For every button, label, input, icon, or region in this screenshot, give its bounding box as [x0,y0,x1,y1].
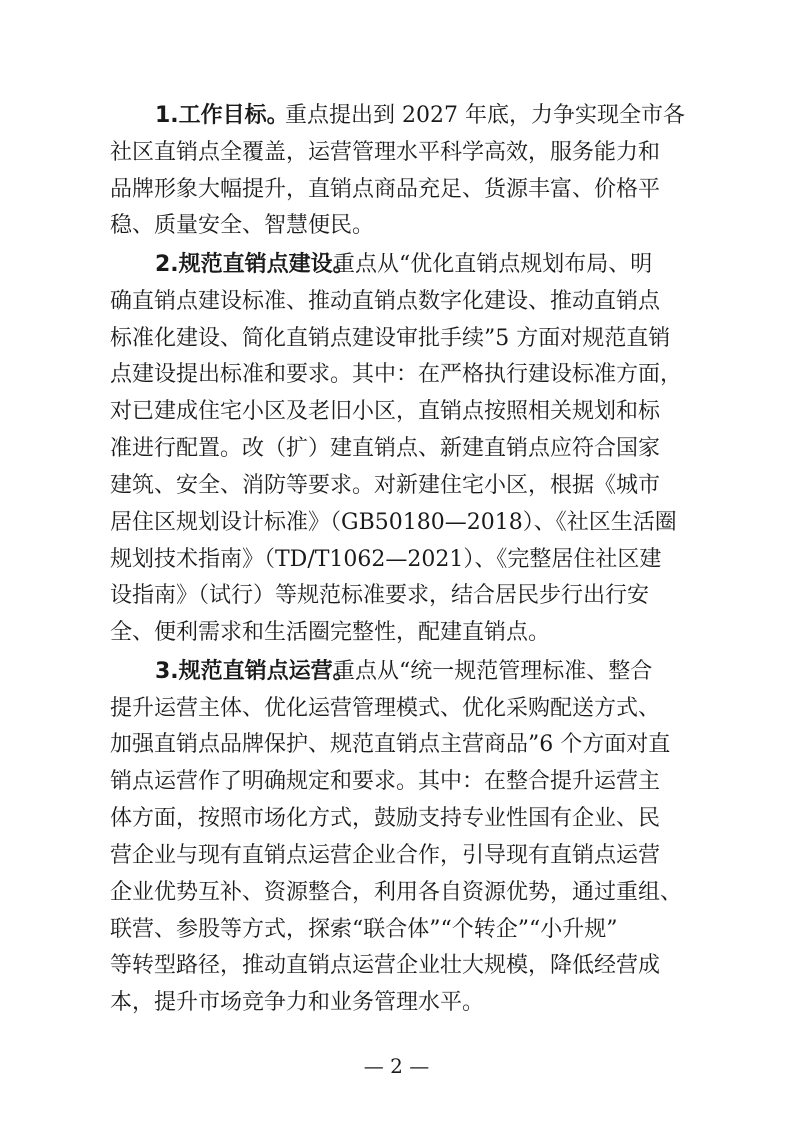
section2-line-1 [0,247,793,283]
section2-text: 设指南》（试行）等规范标准要求，结合居民步行出行安 [110,583,650,609]
section3-text: 等转型路径，推动直销点运营企业壮大规模，降低经营成 [110,953,661,979]
section1-text: 稳、质量安全、智慧便民。 [110,213,375,239]
section3-line-8 [0,912,793,948]
section3-text: 提升运营主体、优化运营管理模式、优化采购配送方式、 [110,695,661,721]
section2-text: 重点从“优化直销点规划布局、明 [333,251,653,277]
section1-line-1 [0,98,793,134]
section3-text: 销点运营作了明确规定和要求。其中：在整合提升运营主 [110,769,661,795]
section2-heading: 2.规范直销点建设。 [155,251,355,277]
section2-line-8 [0,505,793,541]
section2-line-11 [0,615,793,651]
section3-text: 加强直销点品牌保护、规范直销点主营商品”6 个方面对直 [110,732,671,758]
section1-line-3 [0,172,793,208]
section2-text: 建筑、安全、消防等要求。对新建住宅小区，根据《城市 [110,472,661,498]
section2-line-2 [0,284,793,320]
section3-line-5 [0,801,793,837]
section2-line-5 [0,394,793,430]
section2-text: 点建设提出标准和要求。其中：在严格执行建设标准方面， [110,362,683,388]
section1-text: 社区直销点全覆盖，运营管理水平科学高效，服务能力和 [110,139,661,165]
section3-text: 营企业与现有直销点运营企业合作，引导现有直销点运营 [110,842,661,868]
section2-line-6 [0,431,793,467]
section2-text: 全、便利需求和生活圈完整性，配建直销点。 [110,620,551,646]
section2-line-9 [0,542,793,578]
section2-text: 准进行配置。改（扩）建直销点、新建直销点应符合国家 [110,436,661,462]
section2-line-10 [0,578,793,614]
section1-line-2 [0,135,793,171]
section2-text: 对已建成住宅小区及老旧小区，直销点按照相关规划和标 [110,399,661,425]
section2-text: 规划技术指南》（TD/T1062—2021）、《完整居住社区建 [110,546,662,572]
section3-text: 重点从“统一规范管理标准、整合 [333,658,653,684]
section3-line-9 [0,948,793,984]
section3-line-6 [0,838,793,874]
section3-heading: 3.规范直销点运营。 [155,658,355,684]
section3-line-2 [0,691,793,727]
section2-text: 居住区规划设计标准》（GB50180—2018）、《社区生活圈 [110,509,677,535]
section3-text: 本，提升市场竞争力和业务管理水平。 [110,990,485,1016]
section1-heading: 1.工作目标。 [155,103,289,128]
section3-line-10 [0,985,793,1021]
section2-line-3 [0,321,793,357]
section3-text: 企业优势互补、资源整合，利用各自资源优势，通过重组、 [110,879,683,905]
section1-text: 重点提出到 2027 年底，力争实现全市各 [285,103,685,128]
section1-text: 品牌形象大幅提升，直销点商品充足、货源丰富、价格平 [110,176,661,202]
section3-text: 联营、参股等方式，探索“联合体”“个转企”“小升规” [110,916,618,942]
section2-line-7 [0,468,793,504]
section2-text: 确直销点建设标准、推动直销点数字化建设、推动直销点 [110,288,661,314]
page-number: — 2 — [363,1054,430,1078]
section3-line-4 [0,764,793,800]
section3-line-3 [0,727,793,763]
section3-line-1 [0,654,793,690]
section2-line-4 [0,357,793,393]
section3-text: 体方面，按照市场化方式，鼓励支持专业性国有企业、民 [110,806,661,832]
section3-line-7 [0,875,793,911]
section2-text: 标准化建设、简化直销点建设审批手续”5 方面对规范直销 [110,325,671,351]
section1-line-4 [0,208,793,244]
